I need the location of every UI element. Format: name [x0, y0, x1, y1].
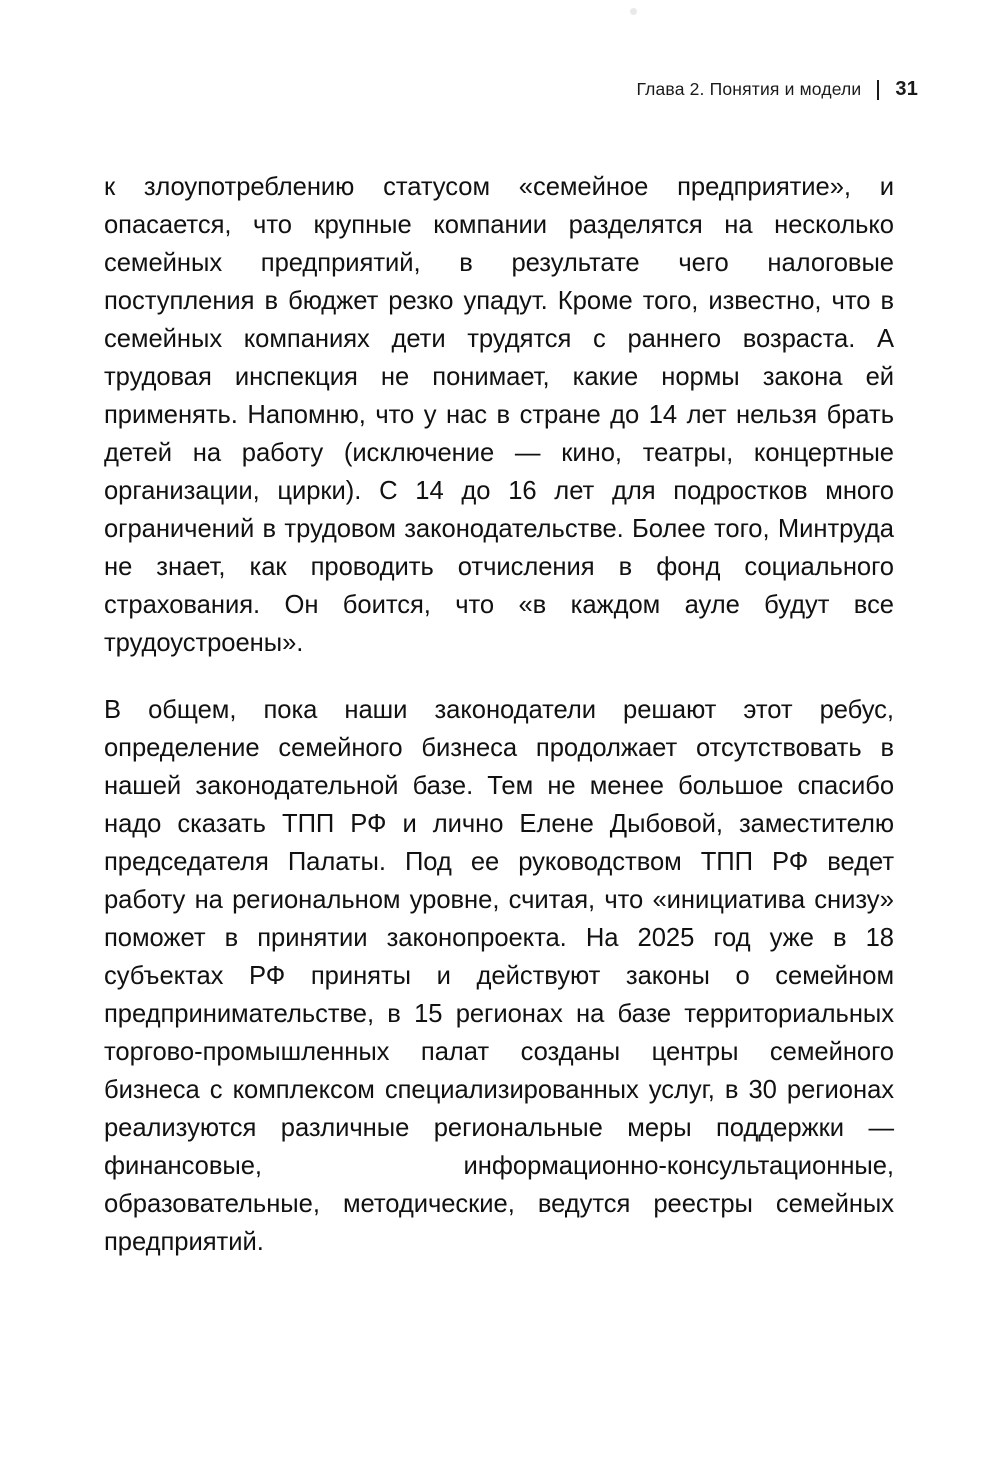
chapter-title: Глава 2. Понятия и модели — [636, 79, 862, 99]
paragraph: В общем, пока наши законодатели решают этот ребус, определение семейного бизнеса продолжает отсутствовать в нашей законодательной базе. Тем не менее большое спасибо надо сказать ТПП РФ и лично Елене Дыбовой, заместителю председателя Палаты. Под ее руководством ТПП РФ ведет работу на региональном уровне, считая, что «инициатива снизу» поможет в принятии законопроекта. На 2025 год уже в 18 субъектах РФ приняты и действуют законы о семейном предпринимательстве, в 15 регионах на базе территориальных торгово-промышленных палат созданы центры семейного бизнеса с комплексом специализированных услуг, в 30 регионах реализуются различные региональные меры поддержки — финансовые, информационно-консультационные, образовательные, методические, ведутся реестры семейных предприятий. — [104, 696, 894, 1256]
running-head — [636, 78, 918, 101]
body-text — [104, 168, 894, 1261]
page-edge-mark — [630, 8, 637, 15]
paragraph: к злоупотреблению статусом «семейное предприятие», и опасается, что крупные компании разделятся на несколько семейных предприятий, в результате чего налоговые поступления в бюджет резко упадут. Кроме того, известно, что в семейных компаниях дети трудятся с раннего возраста. А трудовая инспекция не понимает, какие нормы закона ей применять. Напомню, что у нас в стране до 14 лет нельзя брать детей на работу (исключение — кино, театры, концертные организации, цирки). С 14 до 16 лет для подростков много ограничений в трудовом законодательстве. Более того, Минтруда не знает, как проводить отчисления в фонд социального страхования. Он боится, что «в каждом ауле будут все трудоустроены». — [104, 173, 894, 657]
page-number: 31 — [895, 78, 918, 100]
header-divider — [877, 80, 879, 100]
